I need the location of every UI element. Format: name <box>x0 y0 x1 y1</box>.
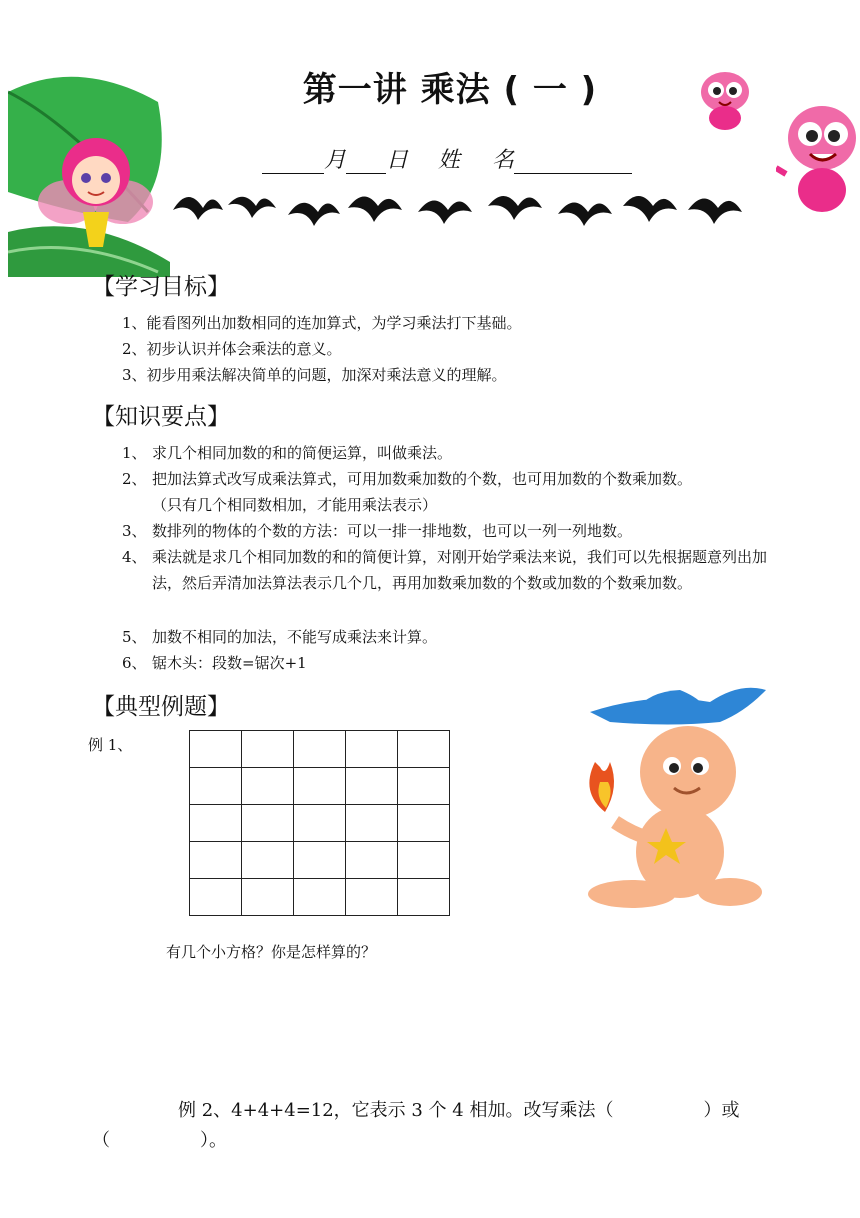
grid-cell <box>346 879 398 916</box>
knowledge-point-1 <box>122 440 452 466</box>
month-label: 月 <box>324 148 347 173</box>
grid-cell <box>190 842 242 879</box>
learning-goal-3: 3、初步用乘法解决简单的问题，加深对乘法意义的理解。 <box>122 366 507 384</box>
example-1-question: 有几个小方格？你是怎样算的？ <box>166 943 377 961</box>
example-2 <box>92 1096 782 1156</box>
grid-cell <box>398 731 450 768</box>
flame-mascot-illustration <box>570 682 770 920</box>
knowledge-point-number: 5、 <box>122 628 147 646</box>
grid-cell <box>398 768 450 805</box>
learning-goal-1: 1、能看图列出加数相同的连加算式，为学习乘法打下基础。 <box>122 314 522 332</box>
grid-cell <box>190 731 242 768</box>
knowledge-point-text: 加数不相同的加法，不能写成乘法来计算。 <box>152 628 438 646</box>
name-label-1: 姓 <box>438 148 461 173</box>
knowledge-point-number: 2、 <box>122 470 147 488</box>
ladybug-bee-icon <box>776 98 860 216</box>
grid-cell <box>294 731 346 768</box>
grid-cell <box>346 842 398 879</box>
grid-cell <box>346 768 398 805</box>
page-title: 第一讲 乘法 ( 一 ) <box>302 70 598 110</box>
grid-cell <box>242 805 294 842</box>
knowledge-point-number: 4、 <box>122 548 147 566</box>
grid-row <box>190 842 450 879</box>
learning-goal-2: 2、初步认识并体会乘法的意义。 <box>122 340 342 358</box>
date-name-line <box>262 143 632 174</box>
grid-cell <box>242 842 294 879</box>
grid-cell <box>398 805 450 842</box>
grid-cell <box>346 805 398 842</box>
example-2-line-1: 例 2、4+4+4=12，它表示 3 个 4 相加。改写乘法（ ）或 <box>178 1100 740 1121</box>
grid-cell <box>190 768 242 805</box>
knowledge-point-text: 数排列的物体的个数的方法：可以一排一排地数，也可以一列一列地数。 <box>152 522 633 540</box>
knowledge-point-number: 3、 <box>122 522 147 540</box>
knowledge-point-5 <box>122 624 437 650</box>
knowledge-point-4 <box>122 544 777 596</box>
grid-cell <box>242 879 294 916</box>
grid-cell <box>190 805 242 842</box>
grid-cell <box>398 842 450 879</box>
square-grid <box>189 730 450 916</box>
header-area <box>0 0 860 280</box>
grid-cell <box>242 768 294 805</box>
examples-heading: 【典型例题】 <box>92 694 230 720</box>
bird-silhouettes <box>168 180 758 242</box>
name-blank <box>514 151 632 174</box>
knowledge-point-text: 锯木头：段数=锯次+1 <box>152 654 307 672</box>
knowledge-point-text: 求几个相同加数的和的简便运算，叫做乘法。 <box>152 444 453 462</box>
knowledge-point-number: 6、 <box>122 654 147 672</box>
knowledge-point-text: 把加法算式改写成乘法算式，可用加数乘加数的个数，也可用加数的个数乘加数。 <box>152 470 693 488</box>
knowledge-point-2 <box>122 466 692 518</box>
grid-cell <box>294 805 346 842</box>
knowledge-point-number: 1、 <box>122 444 147 462</box>
example-1-label: 例 1、 <box>88 736 133 754</box>
grid-row <box>190 731 450 768</box>
example-2-line-2: （ ）。 <box>92 1130 227 1151</box>
knowledge-point-text: 乘法就是求几个相同加数的和的简便计算，对刚开始学乘法来说，我们可以先根据题意列出加法，然后弄清加法算法表示几个几，再用加数乘加数的个数或加数的个数乘加数。 <box>152 548 768 592</box>
knowledge-point-note: （只有几个相同数相加，才能用乘法表示） <box>152 496 438 514</box>
grid-cell <box>190 879 242 916</box>
grid-cell <box>398 879 450 916</box>
learning-goals-heading: 【学习目标】 <box>92 274 230 300</box>
grid-cell <box>242 731 294 768</box>
grid-cell <box>294 879 346 916</box>
day-blank <box>346 151 386 174</box>
grid-row <box>190 805 450 842</box>
day-label: 日 <box>386 148 409 173</box>
grid-row <box>190 768 450 805</box>
knowledge-points-heading: 【知识要点】 <box>92 404 230 430</box>
grid-cell <box>294 768 346 805</box>
month-blank <box>262 151 324 174</box>
knowledge-point-3 <box>122 518 632 544</box>
name-label-2: 名 <box>492 148 515 173</box>
grid-cell <box>294 842 346 879</box>
ladybug-bee-icon <box>694 68 756 134</box>
grid-row <box>190 879 450 916</box>
grid-cell <box>346 731 398 768</box>
knowledge-point-6 <box>122 650 307 676</box>
